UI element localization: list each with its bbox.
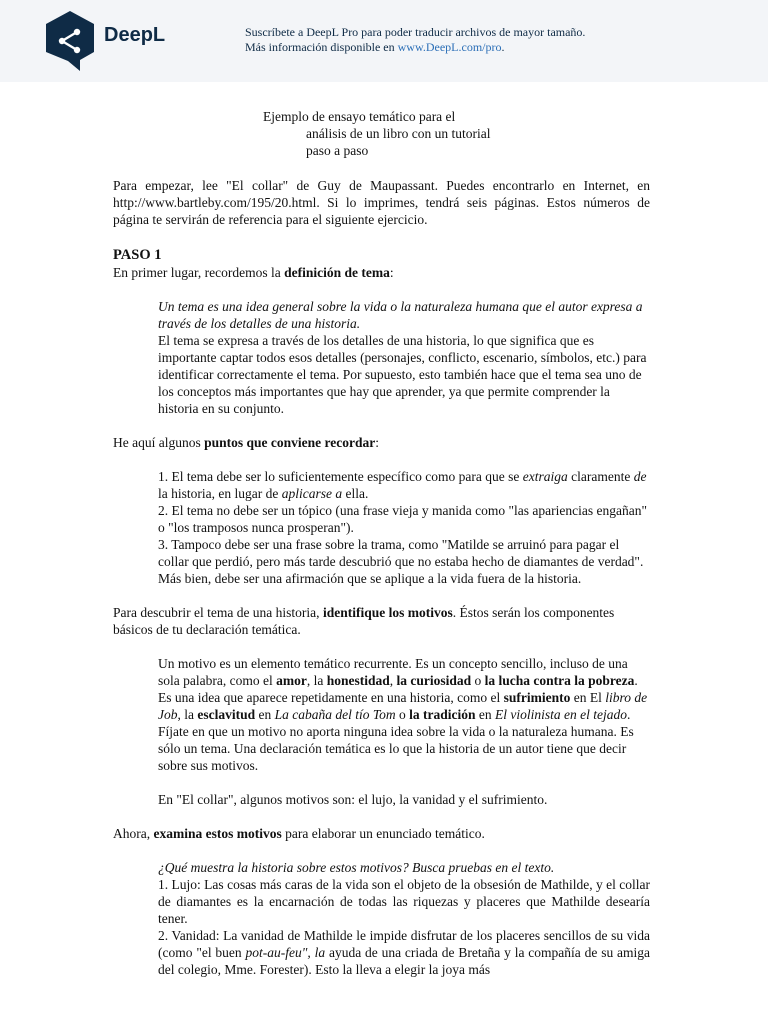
collar-motifs: En "El collar", algunos motivos son: el lujo, la vanidad y el sufrimiento. [158, 792, 548, 807]
point-2: 2. El tema no debe ser un tópico (una frase vieja y manida como "las apariencias engañan" o "los tramposos nunca prosperan"). [158, 503, 647, 535]
intro-paragraph: Para empezar, lee "El collar" de Guy de Maupassant. Puedes encontrarlo en Internet, en http://www.bartleby.com/195/20.html. Si lo imprimes, tendrá seis páginas. Estos números de página te servirán de referencia para el siguiente ejercicio. [113, 178, 650, 227]
document-title: Ejemplo de ensayo temático para el análisis de un libro con un tutorial paso a paso [263, 109, 491, 158]
deepl-banner [0, 0, 768, 82]
points-list [113, 468, 650, 587]
document-body [113, 108, 650, 978]
motif-vanidad: 2. Vanidad: La vanidad de Mathilde le impide disfrutar de los placeres sencillos de su vida (como "el buen pot-au-feu", la ayuda de una criada de Bretaña y la compañía de su amiga del colegio, Mme. Forester). Esto la lleva a elegir la joya más [158, 928, 651, 977]
examine-intro: Ahora, examina estos motivos para elaborar un enunciado temático. [113, 826, 485, 841]
deepl-logo-icon[interactable] [44, 9, 96, 73]
point-1: 1. El tema debe ser lo suficientemente específico como para que se extraiga claramente de la historia, en lugar de aplicarse a ella. [158, 469, 647, 501]
points-intro: He aquí algunos puntos que conviene recordar: [113, 435, 379, 450]
examine-block [113, 859, 650, 978]
definition-body: El tema se expresa a través de los detalles de una historia, lo que significa que es importante captar todos esos detalles (personajes, conflicto, escenario, símbolos, etc.) para identificar correctamente el tema. Por supuesto, esto también hace que el tema sea uno de los conceptos más importantes que hay que aprender, ya que permite comprender la historia en su conjunto. [158, 333, 647, 416]
motif-lujo: 1. Lujo: Las cosas más caras de la vida son el objeto de la obsesión de Mathilde, y el collar de diamantes es la encarnación de todas las riquezas y placeres que Mathilde desearía tener. [158, 877, 650, 926]
step-heading: PASO 1 [113, 247, 162, 263]
promo-line-1: Suscríbete a DeepL Pro para poder traducir archivos de mayor tamaño. [245, 25, 586, 39]
motif-question: ¿Qué muestra la historia sobre estos motivos? Busca pruebas en el texto. [158, 860, 555, 875]
point-3: 3. Tampoco debe ser una frase sobre la trama, como "Matilde se arruinó para pagar el collar que perdió, pero más tarde descubrió que no estaba hecho de diamantes de verdad". Más bien, debe ser una afirmación que se aplique a la vida fuera de la historia. [158, 537, 644, 586]
definition-block [113, 298, 650, 417]
definition-intro: En primer lugar, recordemos la definición de tema: [113, 265, 394, 280]
motifs-intro: Para descubrir el tema de una historia, identifique los motivos. Éstos serán los componentes básicos de tu declaración temática. [113, 605, 615, 637]
promo-message [245, 25, 585, 55]
motif-definition: Un motivo es un elemento temático recurrente. Es un concepto sencillo, incluso de una sola palabra, como el amor, la honestidad, la curiosidad o la lucha contra la pobreza. Es una idea que aparece repetidamente en una historia, como el sufrimiento en El libro de Job, la esclavitud en La cabaña del tío Tom o la tradición en El violinista en el tejado. Fíjate en que un motivo no aporta ninguna idea sobre la vida o la naturaleza humana. Es sólo un tema. Una declaración temática es lo que la historia de un autor tiene que decir sobre sus motivos. [158, 656, 648, 773]
deepl-logo-text: DeepL [104, 24, 166, 46]
motif-definition-block [113, 655, 650, 808]
definition-italic: Un tema es una idea general sobre la vida o la naturaleza humana que el autor expresa a través de los detalles de una historia. [158, 299, 643, 331]
promo-line-2: Más información disponible en www.DeepL.com/pro. [245, 40, 505, 54]
deepl-pro-link[interactable]: www.DeepL.com/pro [397, 40, 502, 54]
